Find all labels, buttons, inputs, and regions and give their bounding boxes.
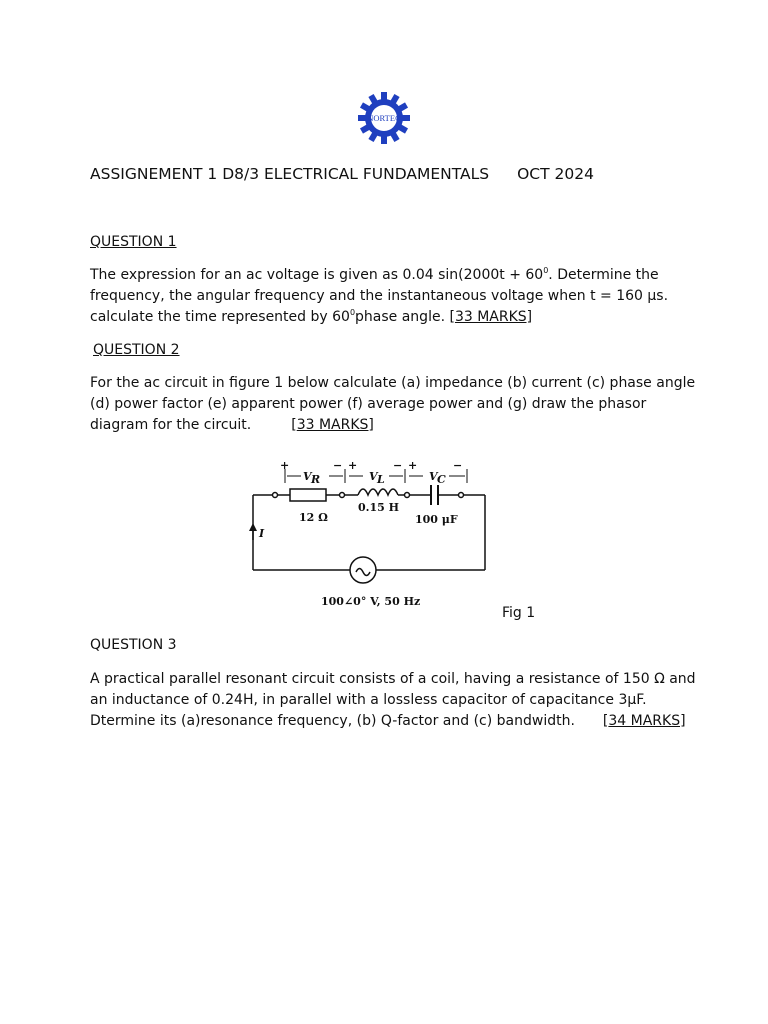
question-3-heading: QUESTION 3 [90, 637, 177, 653]
vl-label: V [369, 470, 378, 483]
inductor-value: 0.15 H [358, 501, 400, 514]
source-label: 100∠0° V, 50 Hz [321, 595, 421, 608]
vl-subscript: L [377, 473, 385, 486]
current-label: I [259, 527, 265, 540]
question-1-marks: 33 MARKS] [454, 309, 533, 325]
plus-sign-r: + [280, 459, 290, 472]
vr-subscript: R [311, 473, 321, 486]
capacitor-value: 100 μF [415, 513, 458, 526]
vc-subscript: C [437, 473, 446, 486]
logo-text: NORTEC [367, 113, 401, 123]
nortec-gear-logo [356, 90, 412, 146]
plus-sign-l: + [348, 459, 358, 472]
question-3-marks: 34 MARKS] [608, 713, 686, 729]
question-2-marks: 33 MARKS] [296, 417, 374, 433]
assignment-date: OCT 2024 [517, 165, 594, 183]
question-1-text: The expression for an ac voltage is given as 0.04 $\sin(2000t + 60^0$. Determine the frequency, the angular frequency and the instantaneous voltage when t = 160 μs. calculate the time represented by $60^0phase$ angle. [33 MARKS] [90, 266, 669, 325]
question-3-text: A practical parallel resonant circuit consists of a coil, having a resistance of 150 Ω and an inductance of 0.24H, in parallel with a lossless capacitor of capacitance 3μF. Dtermine its (a)resonance frequency, (b) Q-factor and (c) bandwidth. [34 MARKS] [90, 671, 696, 729]
vc-label: V [429, 470, 438, 483]
page-title [90, 165, 594, 183]
question-2-text: For the ac circuit in figure 1 below calculate (a) impedance (b) current (c) phase angle (d) power factor (e) apparent power (f) average power and (g) draw the phasor diagram for the circuit. [33 MARKS] [90, 375, 696, 433]
question-1-heading: QUESTION 1 [90, 234, 177, 250]
circuit-diagram [245, 455, 495, 615]
vr-label: V [303, 470, 312, 483]
question-2-heading: QUESTION 2 [93, 342, 180, 358]
figure-caption: Fig 1 [502, 605, 536, 621]
assignment-title: ASSIGNEMENT 1 D8/3 ELECTRICAL FUNDAMENTALS [90, 165, 490, 183]
minus-sign-r: − [333, 459, 343, 472]
resistor-value: 12 Ω [299, 511, 328, 524]
plus-sign-c: + [408, 459, 418, 472]
degree-superscript-2: 0 [349, 308, 356, 317]
minus-sign-l: − [393, 459, 403, 472]
minus-sign-c: − [453, 459, 463, 472]
degree-superscript: 0 [543, 266, 549, 275]
